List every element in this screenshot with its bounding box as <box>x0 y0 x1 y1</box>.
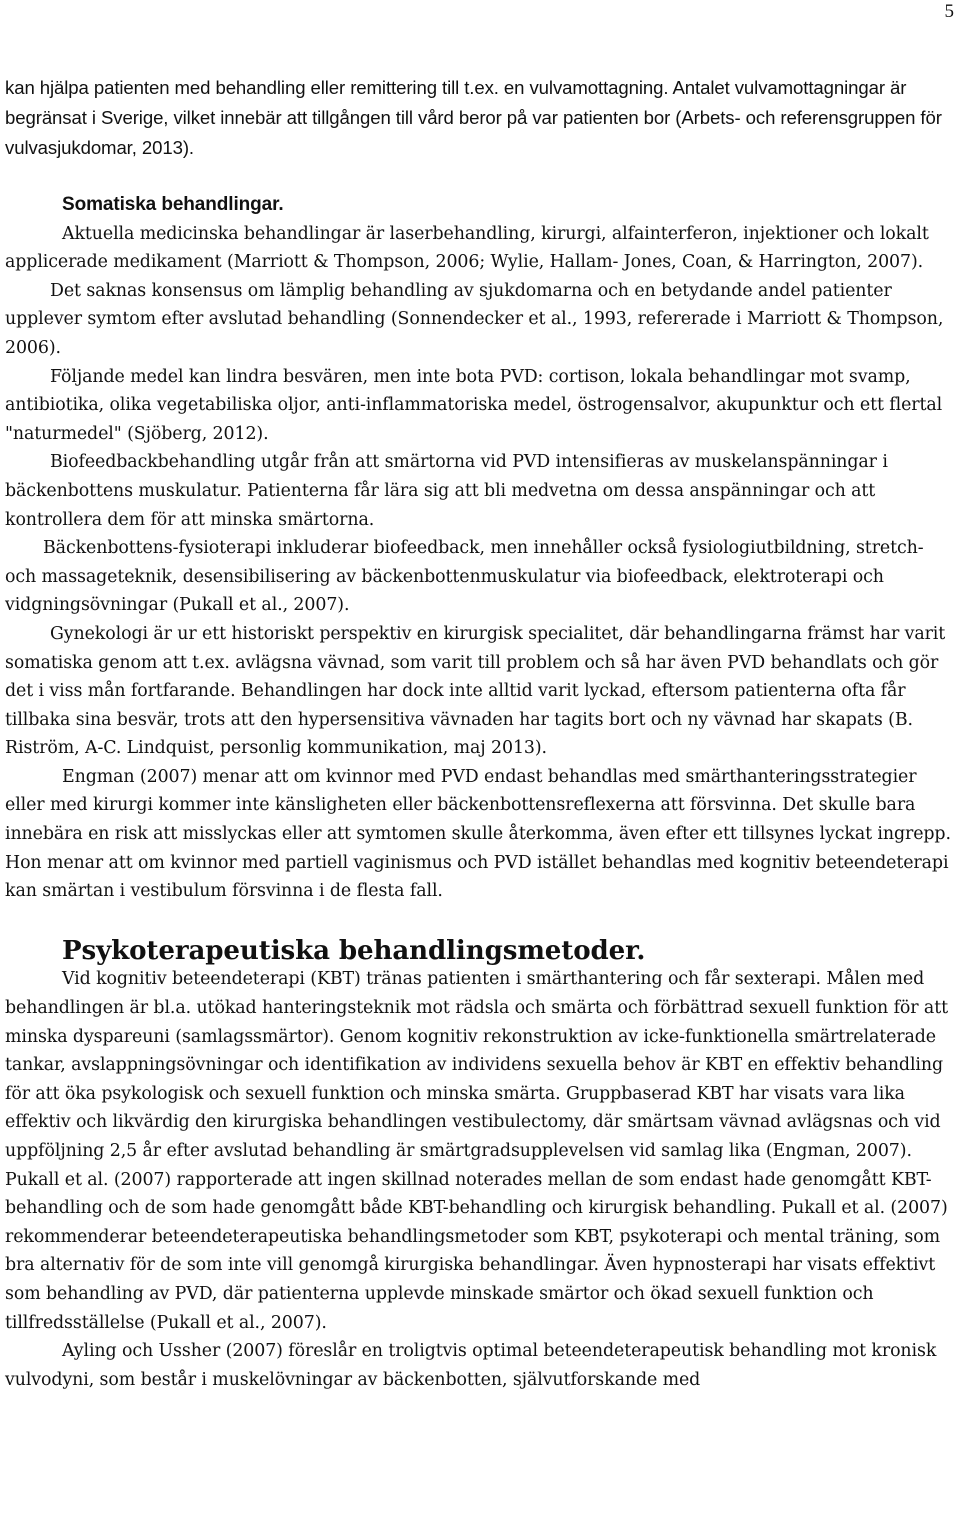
paragraph: Bäckenbottens-fysioterapi inkluderar biofeedback, men innehåller också fysiologiutbildning, stretch- och massageteknik, desensibilisering av bäckenbottenmuskulatur via biofeedback, elektroterapi och vidgningsövningar (Pukall et al., 2007). <box>5 538 924 616</box>
paragraph: Det saknas konsensus om lämplig behandling av sjukdomarna och en betydande andel patienter upplever symtom efter avslutad behandling (Sonnendecker et al., 1993, refererade i Marriott & Thompson, 2006). <box>5 280 944 358</box>
section-heading-psychotherapeutic: Psykoterapeutiska behandlingsmetoder. <box>62 935 646 966</box>
paragraph: Biofeedbackbehandling utgår från att smärtorna vid PVD intensifieras av muskelanspänningar i bäckenbottens muskulatur. Patienterna får lära sig att bli medvetna om dessa anspänningar och att kontrollera dem för att minska smärtorna. <box>5 452 888 530</box>
document-body <box>5 73 957 1394</box>
section-heading-somatic: Somatiska behandlingar. <box>62 194 284 215</box>
intro-paragraph: kan hjälpa patienten med behandling eller remittering till t.ex. en vulvamottagning. Antalet vulvamottagningar är begränsat i Sverige, vilket innebär att tillgången till vård beror på var patienten bor (Arbets- och referensgruppen för vulvasjukdomar, 2013). <box>5 77 942 158</box>
paragraph: Vid kognitiv beteendeterapi (KBT) tränas patienten i smärthantering och får sexterapi. Målen med behandlingen är bl.a. utökad hanteringsteknik mot rädsla och smärta och förbättrad sexuell funktion för att minska dyspareuni (samlagssmärtor). Genom kognitiv rekonstruktion av icke-funktionella smärtrelaterade tankar, avslappningsövningar och identifikation av individens sexuella behov är KBT en effektiv behandling för att öka psykologisk och sexuell funktion och minska smärta. Gruppbaserad KBT har visats vara lika effektiv och likvärdig den kirurgiska behandlingen vestibulectomy, där smärtsam vävnad avlägsnas och vid uppföljning 2,5 år efter avslutad behandling är smärtgradsupplevelsen vid samlag lika (Engman, 2007). <box>5 969 948 1161</box>
paragraph: Aktuella medicinska behandlingar är laserbehandling, kirurgi, alfainterferon, injektioner och lokalt applicerade medikament (Marriott & Thompson, 2006; Wylie, Hallam- Jones, Coan, & Harrington, 2007). <box>5 223 929 273</box>
paragraph: Engman (2007) menar att om kvinnor med PVD endast behandlas med smärthanteringsstrategier eller med kirurgi kommer inte känsligheten eller bäckenbottensreflexerna att försvinna. Det skulle bara innebära en risk att misslyckas eller att symtomen skulle återkomma, även efter ett tillsynes lyckat ingrepp. Hon menar att om kvinnor med partiell vaginismus och PVD istället behandlas med kognitiv beteendeterapi kan smärtan i vestibulum försvinna i de flesta fall. <box>5 766 951 902</box>
paragraph: Gynekologi är ur ett historiskt perspektiv en kirurgisk specialitet, där behandlingarna främst har varit somatiska genom att t.ex. avlägsna vävnad, som varit till problem och så har även PVD behandlats och gör det i viss mån fortfarande. Behandlingen har dock inte alltid varit lyckad, eftersom patienterna ofta får tillbaka sina besvär, trots att den hypersensitiva vävnaden har tagits bort och ny vävnad har skapats (B. Riström, A-C. Lindquist, personlig kommunikation, maj 2013). <box>5 623 946 759</box>
paragraph: Pukall et al. (2007) rapporterade att ingen skillnad noterades mellan de som endast hade genomgått KBT-behandling och de som hade genomgått både KBT-behandling och kirurgisk behandling. Pukall et al. (2007) rekommenderar beteendeterapeutiska behandlingsmetoder som KBT, psykoterapi och mental träning, som bra alternativ för de som inte vill genomgå kirurgiska behandlingar. Även hypnosterapi har visats effektivt som behandling av PVD, där patienterna upplevde minskade smärtor och ökad sexuell funktion och tillfredsställelse (Pukall et al., 2007). <box>5 1169 948 1333</box>
paragraph: Följande medel kan lindra besvären, men inte bota PVD: cortison, lokala behandlingar mot svamp, antibiotika, olika vegetabiliska oljor, anti-inflammatoriska medel, östrogensalvor, akupunktur och ett flertal "naturmedel" (Sjöberg, 2012). <box>5 366 943 444</box>
page-number: 5 <box>944 1 954 22</box>
paragraph: Ayling och Ussher (2007) föreslår en troligtvis optimal beteendeterapeutisk behandling mot kronisk vulvodyni, som består i muskelövningar av bäckenbotten, självutforskande med <box>5 1341 937 1390</box>
